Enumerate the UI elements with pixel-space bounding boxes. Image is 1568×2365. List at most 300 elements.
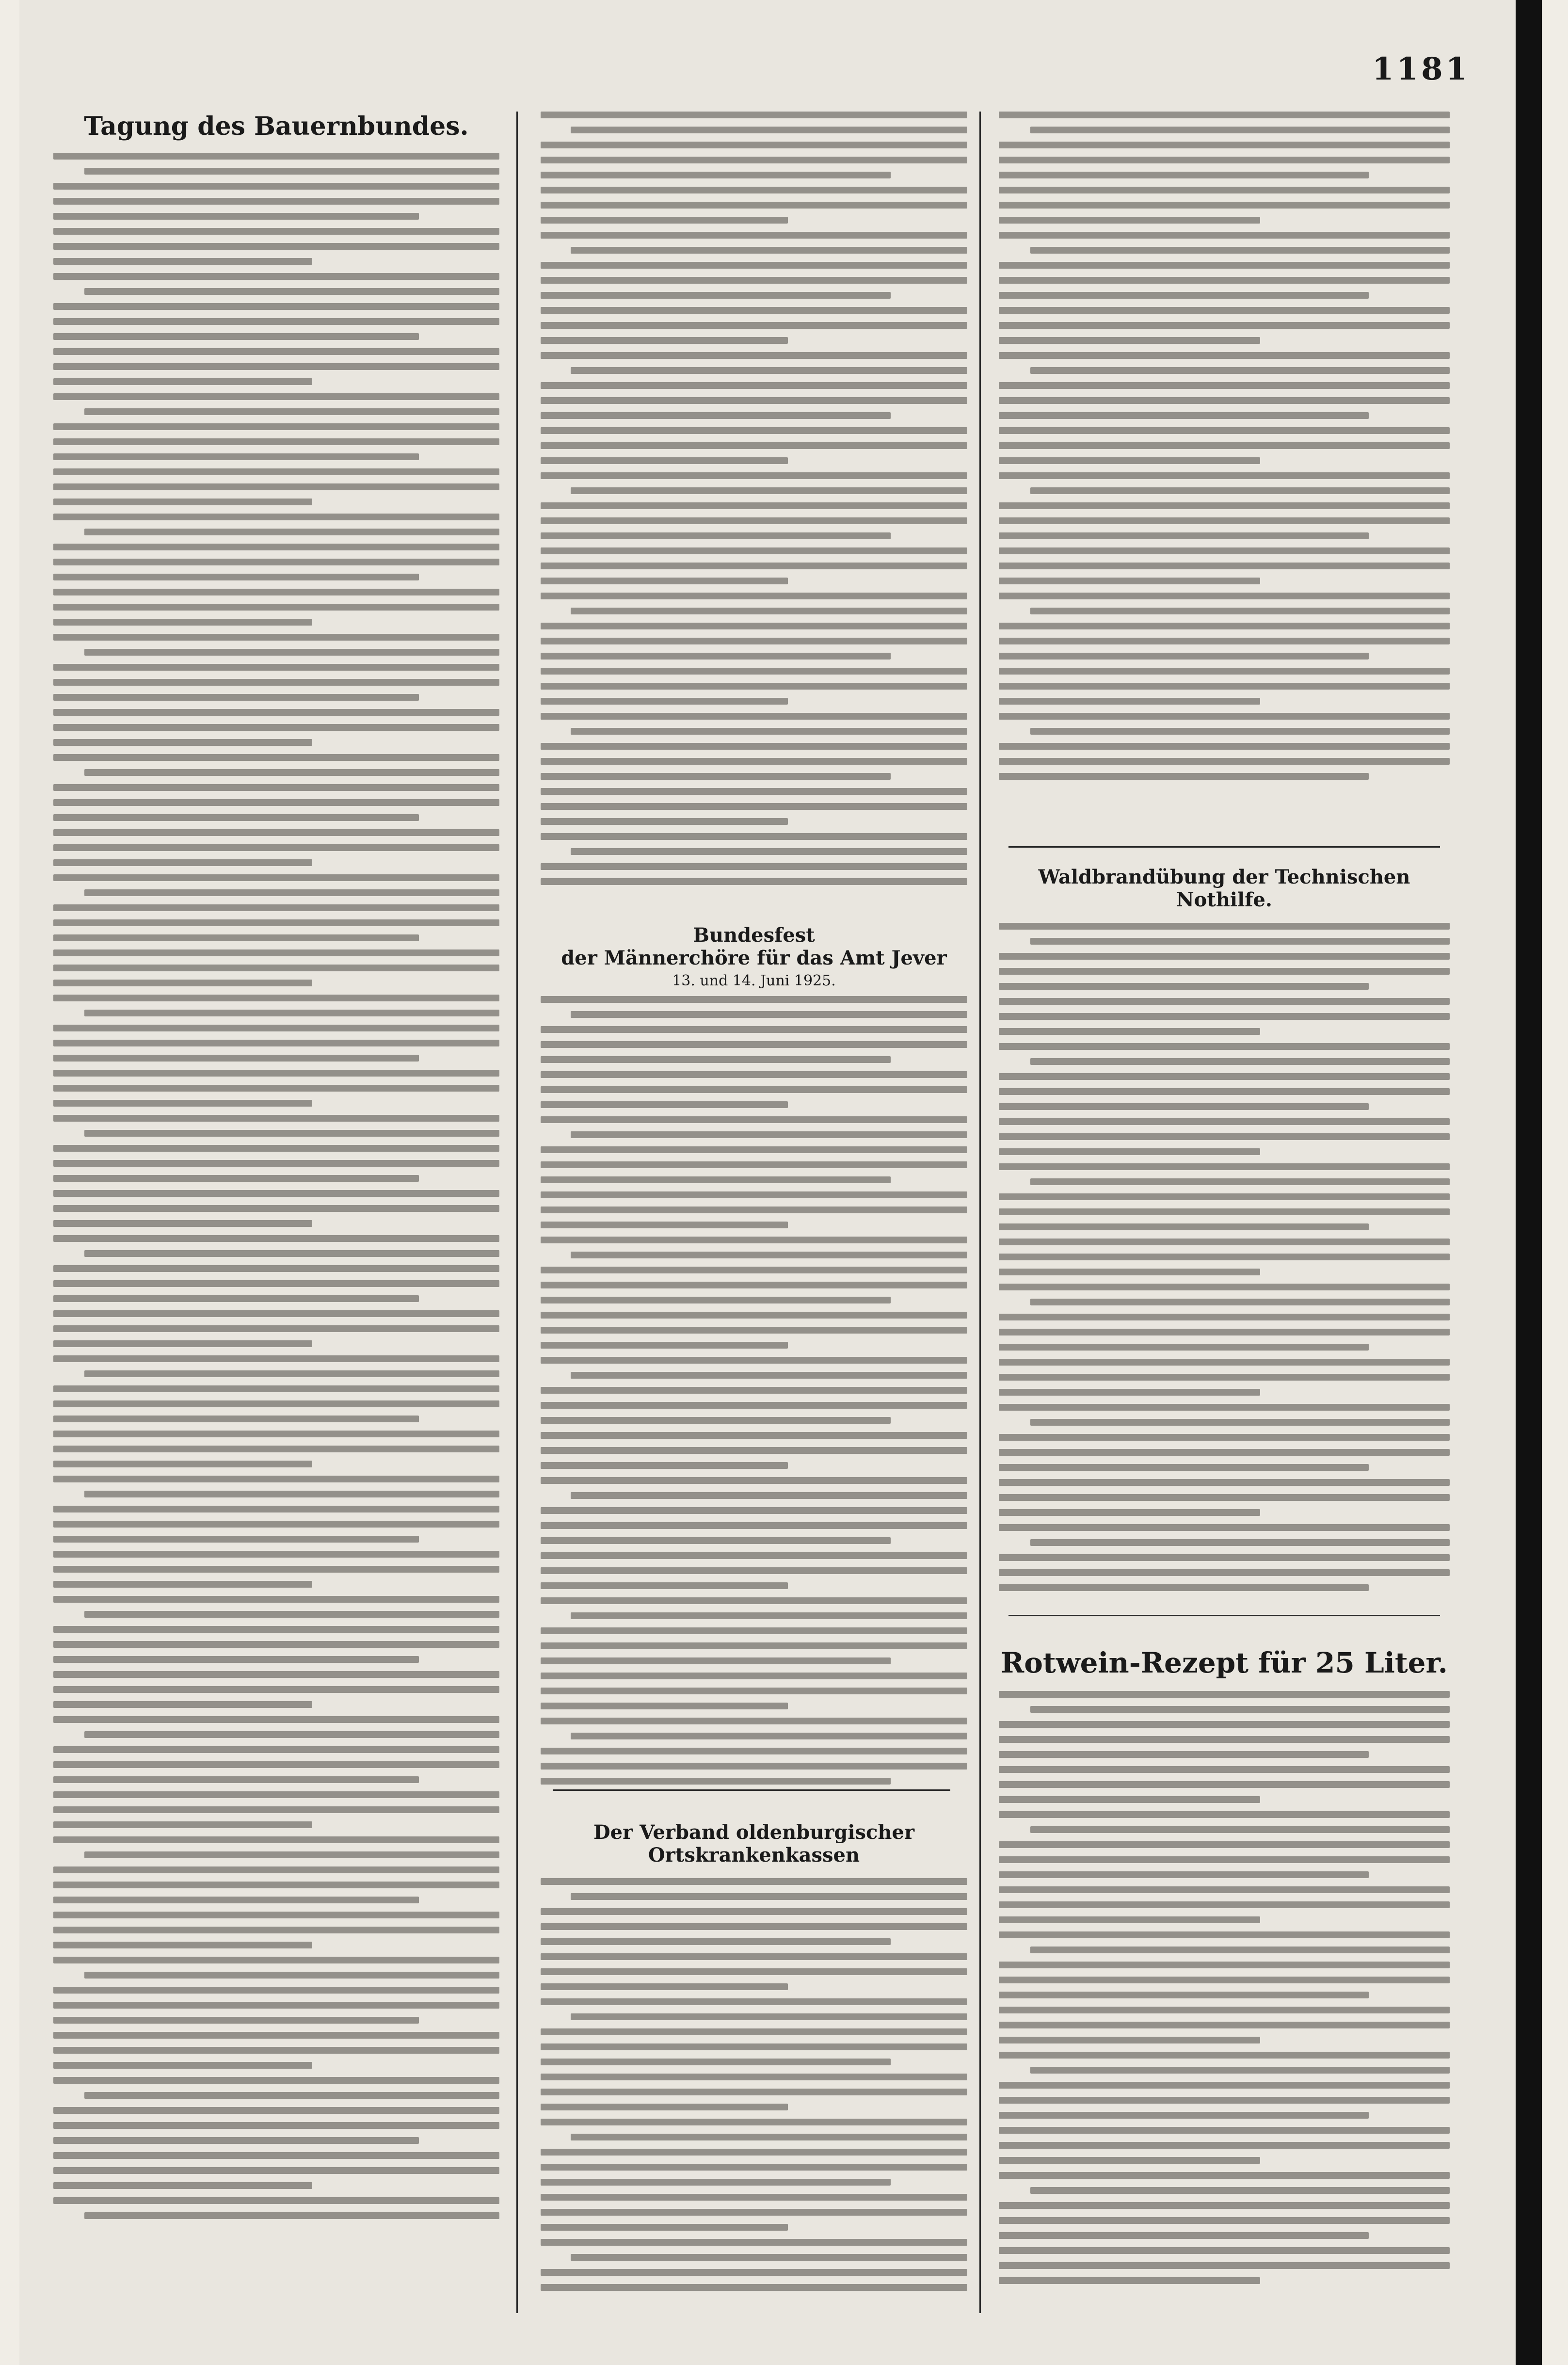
text-line (53, 2032, 499, 2039)
text-line (53, 153, 499, 160)
text-line (571, 1372, 967, 1379)
text-line (541, 1417, 891, 1424)
text-line (53, 438, 499, 445)
article-bundesfest (541, 924, 967, 1793)
text-line (541, 1146, 967, 1153)
text-line (999, 1359, 1450, 1366)
text-line (999, 1329, 1450, 1335)
section-divider-bundesfest (553, 1789, 950, 1791)
text-line (53, 829, 499, 836)
text-line (53, 1521, 499, 1528)
headline-bauernbund: Tagung des Bauernbundes. (84, 112, 469, 141)
text-line (999, 1962, 1450, 1968)
text-line (541, 668, 967, 675)
text-line (53, 589, 499, 595)
text-line (999, 472, 1450, 479)
text-line (541, 1968, 967, 1975)
text-line (541, 623, 967, 629)
text-line (999, 1434, 1450, 1441)
text-line (84, 1731, 499, 1738)
text-line (53, 1912, 499, 1918)
text-line (541, 2224, 788, 2231)
text-line (541, 457, 788, 464)
text-line (53, 634, 499, 641)
text-line (541, 202, 967, 209)
text-line (53, 228, 499, 235)
text-line (53, 1551, 499, 1558)
text-line (84, 529, 499, 535)
text-line (541, 788, 967, 795)
text-line (541, 397, 967, 404)
text-line (541, 1627, 967, 1634)
text-line (53, 1385, 499, 1392)
text-line (999, 1389, 1260, 1396)
text-line (999, 1479, 1450, 1486)
text-line (53, 1205, 499, 1212)
text-line (999, 2007, 1450, 2013)
text-line (53, 1280, 499, 1287)
text-line (541, 1923, 967, 1930)
text-line (1030, 487, 1450, 494)
text-line (541, 743, 967, 750)
text-line (999, 968, 1450, 975)
newspaper-page (19, 0, 1542, 2365)
text-line (999, 1554, 1450, 1561)
text-line (541, 412, 891, 419)
text-line (999, 1223, 1369, 1230)
text-line (541, 1071, 967, 1078)
text-line (53, 2137, 419, 2144)
text-line (53, 1055, 419, 1062)
text-line (53, 1476, 499, 1482)
text-line (1030, 1539, 1450, 1546)
text-line (541, 112, 967, 118)
text-line (541, 773, 891, 780)
text-line (541, 1026, 967, 1033)
text-line (999, 1509, 1260, 1516)
text-line (541, 1357, 967, 1364)
text-line (999, 397, 1450, 404)
text-line (999, 1404, 1450, 1411)
text-line (541, 2179, 891, 2186)
text-line (53, 1701, 312, 1708)
text-line (999, 412, 1369, 419)
text-line (53, 2182, 312, 2189)
text-line (541, 352, 967, 359)
text-line (541, 382, 967, 389)
text-line (84, 1250, 499, 1257)
text-line (1030, 2067, 1450, 2074)
text-line (541, 307, 967, 314)
text-line (571, 367, 967, 374)
text-line (541, 1191, 967, 1198)
text-line (1030, 1826, 1450, 1833)
text-line (53, 318, 499, 325)
text-line (53, 1536, 419, 1543)
text-line (541, 1161, 967, 1168)
text-line (53, 664, 499, 671)
text-line (571, 1733, 967, 1739)
text-line (541, 1402, 967, 1409)
text-line (541, 1297, 891, 1303)
text-line (999, 953, 1450, 960)
text-line (53, 739, 312, 746)
text-line (53, 784, 499, 791)
text-line (1030, 1299, 1450, 1305)
text-line (999, 2277, 1260, 2284)
text-line (53, 243, 499, 250)
text-line (53, 2047, 499, 2054)
text-line (541, 1688, 967, 1694)
article-rotwein (999, 1646, 1450, 2292)
text-line (999, 1916, 1260, 1923)
text-line (1030, 608, 1450, 614)
text-line (999, 307, 1450, 314)
text-line (53, 1235, 499, 1242)
text-line (53, 2197, 499, 2204)
text-line (541, 2028, 967, 2035)
text-line (53, 2122, 499, 2129)
text-line (999, 1449, 1450, 1456)
text-line (541, 1567, 967, 1574)
text-line (541, 2164, 967, 2171)
text-line (541, 1983, 788, 1990)
text-line (571, 1893, 967, 1900)
text-line (541, 698, 788, 705)
text-line (53, 799, 499, 806)
text-line (84, 408, 499, 415)
text-line (571, 1011, 967, 1018)
text-line (999, 1977, 1450, 1983)
text-line (541, 1207, 967, 1213)
text-line (1030, 127, 1450, 133)
text-line (541, 2119, 967, 2125)
text-line (53, 1957, 499, 1963)
text-line (53, 483, 499, 490)
text-line (999, 1901, 1450, 1908)
text-line (53, 694, 419, 701)
text-line (999, 352, 1450, 359)
text-line (53, 1716, 499, 1723)
text-line (53, 1897, 419, 1903)
text-line (999, 2247, 1450, 2254)
text-line (541, 1222, 788, 1228)
text-line (999, 698, 1260, 705)
text-line (999, 1721, 1450, 1728)
text-line (999, 382, 1450, 389)
text-line (999, 1464, 1369, 1471)
text-line (999, 1736, 1450, 1743)
headline-waldbrand-line1: Waldbrandübung der Technischen (1038, 866, 1410, 888)
text-line (1030, 2187, 1450, 2194)
text-line (53, 1340, 312, 1347)
text-line (999, 1691, 1450, 1698)
text-line (541, 1953, 967, 1960)
text-line (53, 949, 499, 956)
text-line (53, 874, 499, 881)
text-line (999, 1028, 1260, 1035)
text-line (53, 1160, 499, 1167)
text-line (541, 517, 967, 524)
text-line (541, 1086, 967, 1093)
bundesfest-dateline: 13. und 14. Juni 1925. (672, 972, 836, 989)
text-line (999, 1208, 1450, 1215)
text-line (999, 653, 1369, 660)
text-line (999, 578, 1260, 584)
text-line (999, 1766, 1450, 1773)
text-line (999, 277, 1450, 284)
text-line (541, 1878, 967, 1885)
text-line (999, 1344, 1369, 1351)
text-line (541, 996, 967, 1003)
text-line (541, 2194, 967, 2201)
text-line (53, 393, 499, 400)
text-line (999, 1811, 1450, 1818)
text-line (53, 1040, 499, 1046)
text-line (999, 1148, 1260, 1155)
text-line (571, 127, 967, 133)
text-line (999, 457, 1260, 464)
text-line (999, 427, 1450, 434)
column-2 (541, 112, 967, 893)
text-line (541, 1673, 967, 1679)
text-line (53, 183, 499, 190)
text-line (541, 292, 891, 299)
text-line (541, 277, 967, 284)
text-line (571, 1612, 967, 1619)
text-line (1030, 1706, 1450, 1713)
text-line (541, 532, 891, 539)
text-line (53, 544, 499, 550)
headline-rotwein: Rotwein-Rezept für 25 Liter. (1001, 1646, 1448, 1679)
text-line (999, 2097, 1450, 2104)
text-line (541, 1778, 891, 1785)
text-line (84, 288, 499, 295)
text-line (999, 1584, 1369, 1591)
text-line (999, 2022, 1450, 2028)
text-line (999, 1269, 1260, 1275)
headline-waldbrand-line2: Nothilfe. (1176, 888, 1272, 911)
text-line (999, 262, 1450, 269)
text-line (999, 1524, 1450, 1531)
text-line (999, 1073, 1450, 1080)
text-line (53, 1310, 499, 1317)
text-line (541, 863, 967, 870)
text-line (53, 378, 312, 385)
text-line (53, 1355, 499, 1362)
text-line (53, 1070, 499, 1077)
text-line (999, 2082, 1450, 2089)
text-line (541, 2239, 967, 2246)
text-line (999, 1133, 1450, 1140)
text-line (999, 547, 1450, 554)
text-line (999, 1163, 1450, 1170)
text-line (53, 2062, 312, 2069)
text-line (53, 965, 499, 971)
article-body-waldbrand (999, 923, 1450, 1591)
text-line (999, 1841, 1450, 1848)
text-line (541, 2284, 967, 2291)
text-line (541, 337, 788, 344)
text-line (53, 363, 499, 370)
text-line (999, 187, 1450, 193)
text-line (999, 1118, 1450, 1125)
text-line (1030, 1947, 1450, 1953)
text-line (84, 1130, 499, 1137)
text-line (571, 247, 967, 254)
text-line (571, 487, 967, 494)
text-line (541, 2209, 967, 2216)
text-line (999, 172, 1369, 178)
article-body-rotwein (999, 1691, 1450, 2284)
text-line (999, 923, 1450, 930)
text-line (999, 292, 1369, 299)
text-line (999, 743, 1450, 750)
text-line (53, 574, 419, 580)
text-line (84, 1851, 499, 1858)
text-line (541, 1748, 967, 1754)
text-line (84, 889, 499, 896)
text-line (541, 427, 967, 434)
text-line (541, 1657, 891, 1664)
text-line (541, 1387, 967, 1394)
text-line (541, 1267, 967, 1273)
text-line (53, 1190, 499, 1197)
text-line (541, 1176, 891, 1183)
text-line (999, 2262, 1450, 2269)
column-divider-1 (516, 112, 518, 2313)
text-line (999, 998, 1450, 1005)
text-line (541, 157, 967, 163)
text-line (541, 593, 967, 599)
text-line (999, 1254, 1450, 1260)
text-line (999, 713, 1450, 720)
text-line (541, 1908, 967, 1915)
text-line (999, 1494, 1450, 1501)
text-line (999, 1193, 1450, 1200)
text-line (84, 168, 499, 175)
text-line (999, 1886, 1450, 1893)
text-line (53, 303, 499, 310)
text-line (541, 2089, 967, 2095)
text-line (84, 1010, 499, 1016)
text-line (53, 1506, 499, 1512)
text-line (999, 2052, 1450, 2059)
text-line (53, 814, 419, 821)
text-line (999, 638, 1450, 644)
headline-verband-line1: Der Verband oldenburgischer (593, 1821, 915, 1844)
text-line (53, 679, 499, 686)
headline-bundesfest-line2: der Männerchöre für das Amt Jever (561, 947, 947, 969)
text-line (1030, 938, 1450, 945)
text-line (999, 532, 1369, 539)
text-line (53, 995, 499, 1001)
text-line (541, 1116, 967, 1123)
text-line (53, 213, 419, 220)
text-line (53, 1581, 312, 1588)
text-line (999, 2202, 1450, 2209)
text-line (53, 2002, 499, 2009)
text-line (53, 559, 499, 565)
text-line (541, 547, 967, 554)
text-line (53, 1821, 312, 1828)
headline-bundesfest-line1: Bundesfest (693, 924, 815, 947)
text-line (999, 2157, 1260, 2164)
text-line (53, 1416, 419, 1422)
text-line (84, 769, 499, 776)
text-line (999, 202, 1450, 209)
text-line (999, 593, 1450, 599)
text-line (999, 668, 1450, 675)
text-line (541, 638, 967, 644)
text-line (571, 2254, 967, 2261)
text-line (999, 1374, 1450, 1381)
text-line (571, 1131, 967, 1138)
text-line (999, 1314, 1450, 1320)
text-line (541, 563, 967, 569)
text-line (541, 713, 967, 720)
text-line (53, 423, 499, 430)
text-line (999, 142, 1450, 148)
text-line (53, 1100, 312, 1107)
text-line (571, 608, 967, 614)
text-line (999, 2142, 1450, 2149)
text-line (541, 818, 788, 825)
text-line (999, 337, 1260, 344)
text-line (541, 1522, 967, 1529)
text-line (53, 1776, 419, 1783)
text-line (53, 1987, 499, 1994)
text-line (999, 1013, 1450, 1020)
text-line (1030, 728, 1450, 735)
article-waldbrand (999, 866, 1450, 1599)
text-line (541, 1938, 891, 1945)
text-line (541, 1582, 788, 1589)
text-line (541, 1477, 967, 1484)
text-line (53, 1686, 499, 1693)
text-line (541, 1718, 967, 1724)
article-body-continued (541, 112, 967, 885)
text-line (53, 1085, 499, 1092)
text-line (53, 2107, 499, 2114)
text-line (53, 934, 419, 941)
article-body-bundesfest (541, 996, 967, 1785)
text-line (541, 1597, 967, 1604)
text-line (999, 2037, 1260, 2043)
text-line (53, 1746, 499, 1753)
text-line (999, 563, 1450, 569)
text-line (541, 1552, 967, 1559)
text-line (53, 1761, 499, 1768)
text-line (999, 2217, 1450, 2224)
text-line (541, 2074, 967, 2080)
text-line (999, 773, 1369, 780)
text-line (999, 1751, 1369, 1758)
text-line (541, 1327, 967, 1334)
text-line (541, 172, 891, 178)
text-line (541, 1537, 891, 1544)
text-line (571, 2134, 967, 2140)
text-line (541, 187, 967, 193)
text-line (53, 1641, 499, 1648)
text-line (999, 2172, 1450, 2179)
text-line (53, 1942, 312, 1948)
text-line (84, 1370, 499, 1377)
text-line (53, 1596, 499, 1603)
text-line (999, 623, 1450, 629)
text-line (999, 758, 1450, 765)
text-line (53, 1882, 499, 1888)
